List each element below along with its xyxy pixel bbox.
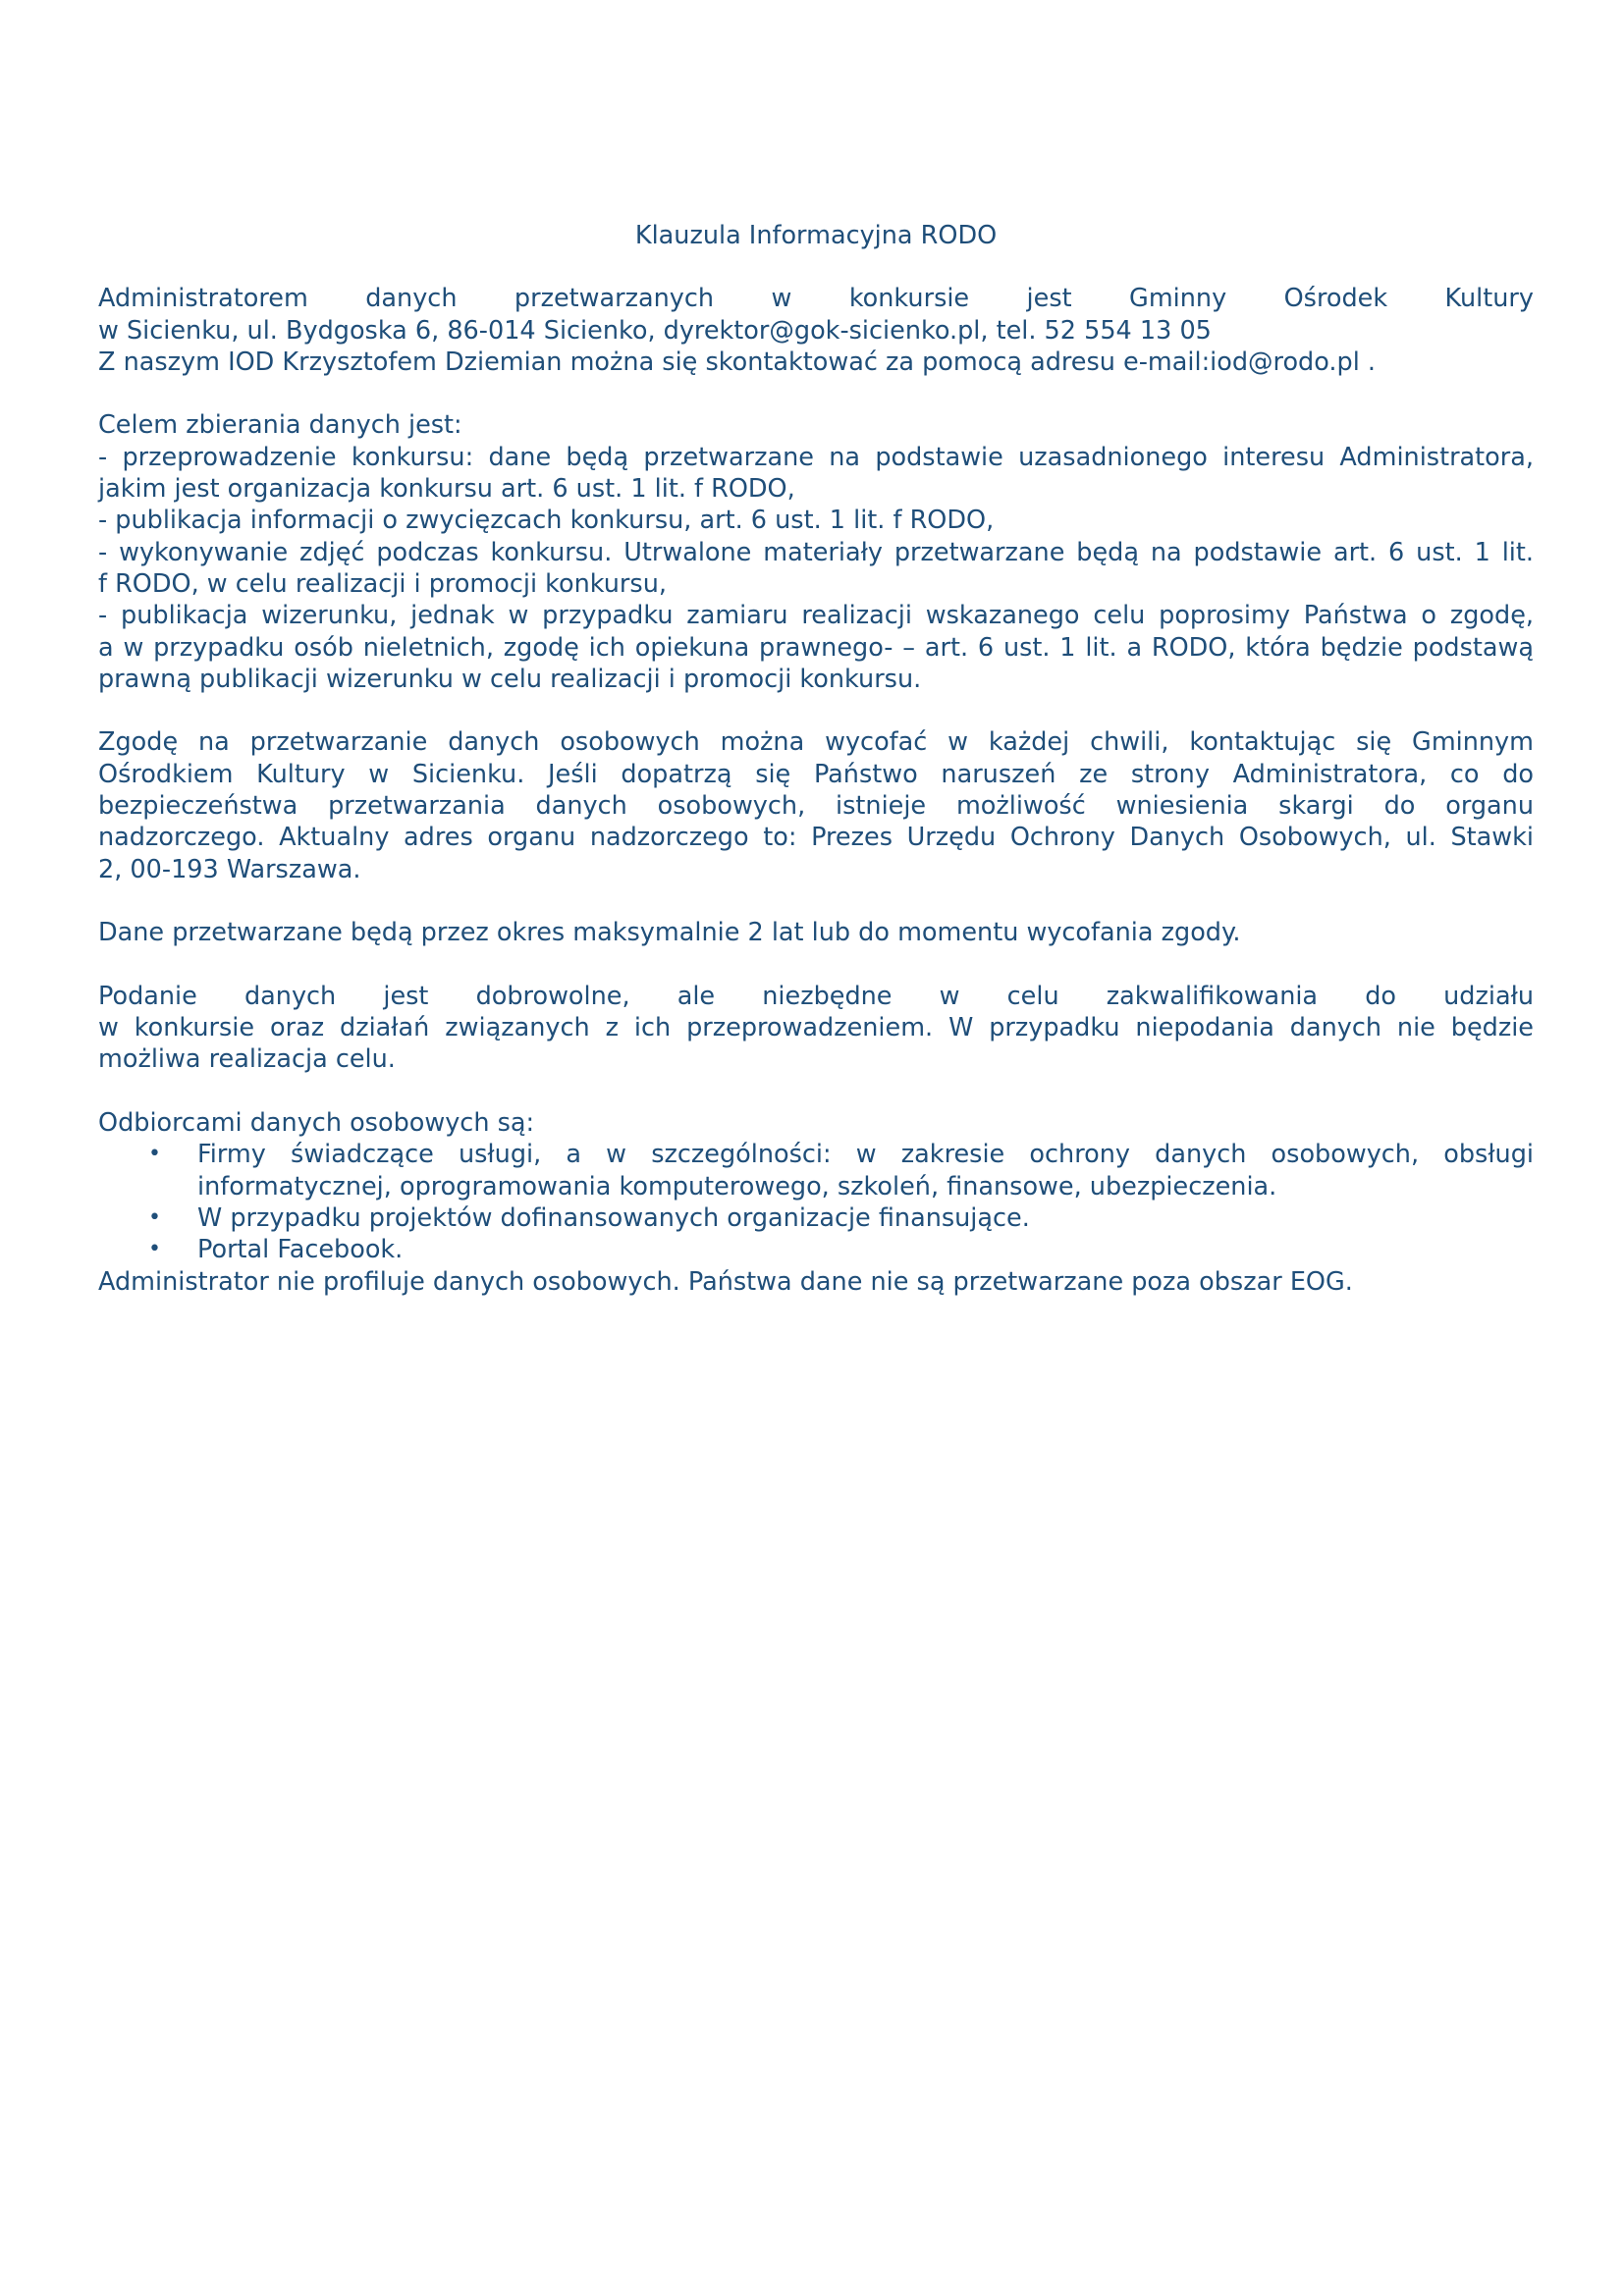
purpose-item-3-line-1: - wykonywanie zdjęć podczas konkursu. Utrwalone materiały przetwarzane będą na podstawie art. 6 ust. 1 lit. (98, 537, 1534, 567)
recipient-item-2: W przypadku projektów dofinansowanych organizacje finansujące. (197, 1202, 1030, 1233)
administrator-address-line: w Sicienku, ul. Bydgoska 6, 86-014 Sicienko, dyrektor@gok-sicienko.pl, tel. 52 554 13 05 (98, 315, 1212, 346)
document-page (98, 220, 1534, 1298)
list-item (148, 1139, 1534, 1202)
voluntary-paragraph (98, 981, 1534, 1076)
consent-line-2: Ośrodkiem Kultury w Sicienku. Jeśli dopatrzą się Państwo naruszeń ze strony Administratora, co do (98, 759, 1534, 789)
recipient-item-1-line-2: informatycznej, oprogramowania komputerowego, szkoleń, finansowe, ubezpieczenia. (197, 1171, 1277, 1201)
consent-paragraph (98, 726, 1534, 884)
retention-line: Dane przetwarzane będą przez okres maksymalnie 2 lat lub do momentu wycofania zgody. (98, 918, 1241, 948)
recipients-list (98, 1139, 1534, 1265)
list-item (148, 1202, 1534, 1234)
voluntary-line-1: Podanie danych jest dobrowolne, ale niezbędne w celu zakwalifikowania do udziału (98, 981, 1534, 1011)
purpose-item-2-line-1: - publikacja informacji o zwycięzcach konkursu, art. 6 ust. 1 lit. f RODO, (98, 506, 995, 536)
administrator-paragraph (98, 283, 1534, 378)
purpose-item-1-line-2: jakim jest organizacja konkursu art. 6 ust. 1 lit. f RODO, (98, 474, 795, 505)
recipient-item-3: Portal Facebook. (197, 1235, 404, 1265)
purpose-item-4-line-1: - publikacja wizerunku, jednak w przypadku zamiaru realizacji wskazanego celu poprosimy Państwa o zgodę, (98, 601, 1534, 631)
bullet-icon: • (148, 1204, 161, 1230)
purposes-intro: Celem zbierania danych jest: (98, 410, 462, 441)
closing-line: Administrator nie profiluje danych osobowych. Państwa dane nie są przetwarzane poza obszar EOG. (98, 1266, 1353, 1297)
list-item (148, 1234, 1534, 1265)
voluntary-line-2: w konkursie oraz działań związanych z ich przeprowadzeniem. W przypadku niepodania danych nie będzie (98, 1013, 1534, 1043)
voluntary-line-3: możliwa realizacja celu. (98, 1044, 396, 1075)
consent-line-1: Zgodę na przetwarzanie danych osobowych można wycofać w każdej chwili, kontaktując się Gminnym (98, 727, 1534, 758)
administrator-line: Administratorem danych przetwarzanych w konkursie jest Gminny Ośrodek Kultury (98, 284, 1534, 314)
consent-line-5: 2, 00-193 Warszawa. (98, 854, 361, 884)
retention-paragraph (98, 917, 1534, 948)
bullet-icon: • (148, 1237, 161, 1262)
purposes-paragraph (98, 409, 1534, 695)
bullet-icon: • (148, 1142, 161, 1167)
recipient-item-1-line-1: Firmy świadczące usługi, a w szczególności: w zakresie ochrony danych osobowych, obsługi (197, 1140, 1534, 1170)
purpose-item-1-line-1: - przeprowadzenie konkursu: dane będą przetwarzane na podstawie uzasadnionego interesu Administratora, (98, 442, 1534, 472)
purpose-item-4-line-2: a w przypadku osób nieletnich, zgodę ich opiekuna prawnego- – art. 6 ust. 1 lit. a RODO, która będzie podstawą (98, 632, 1534, 663)
consent-line-4: nadzorczego. Aktualny adres organu nadzorczego to: Prezes Urzędu Ochrony Danych Osobowych, ul. Stawki (98, 823, 1534, 853)
iod-contact-line: Z naszym IOD Krzysztofem Dziemian można się skontaktować za pomocą adresu e-mail:iod@rodo.pl . (98, 347, 1376, 377)
consent-line-3: bezpieczeństwa przetwarzania danych osobowych, istnieje możliwość wniesienia skargi do organu (98, 791, 1534, 822)
recipients-intro: Odbiorcami danych osobowych są: (98, 1108, 535, 1139)
purpose-item-4-line-3: prawną publikacji wizerunku w celu realizacji i promocji konkursu. (98, 664, 922, 694)
purpose-item-3-line-2: f RODO, w celu realizacji i promocji konkursu, (98, 568, 667, 599)
recipients-section (98, 1107, 1534, 1298)
document-title: Klauzula Informacyjna RODO (634, 221, 998, 250)
